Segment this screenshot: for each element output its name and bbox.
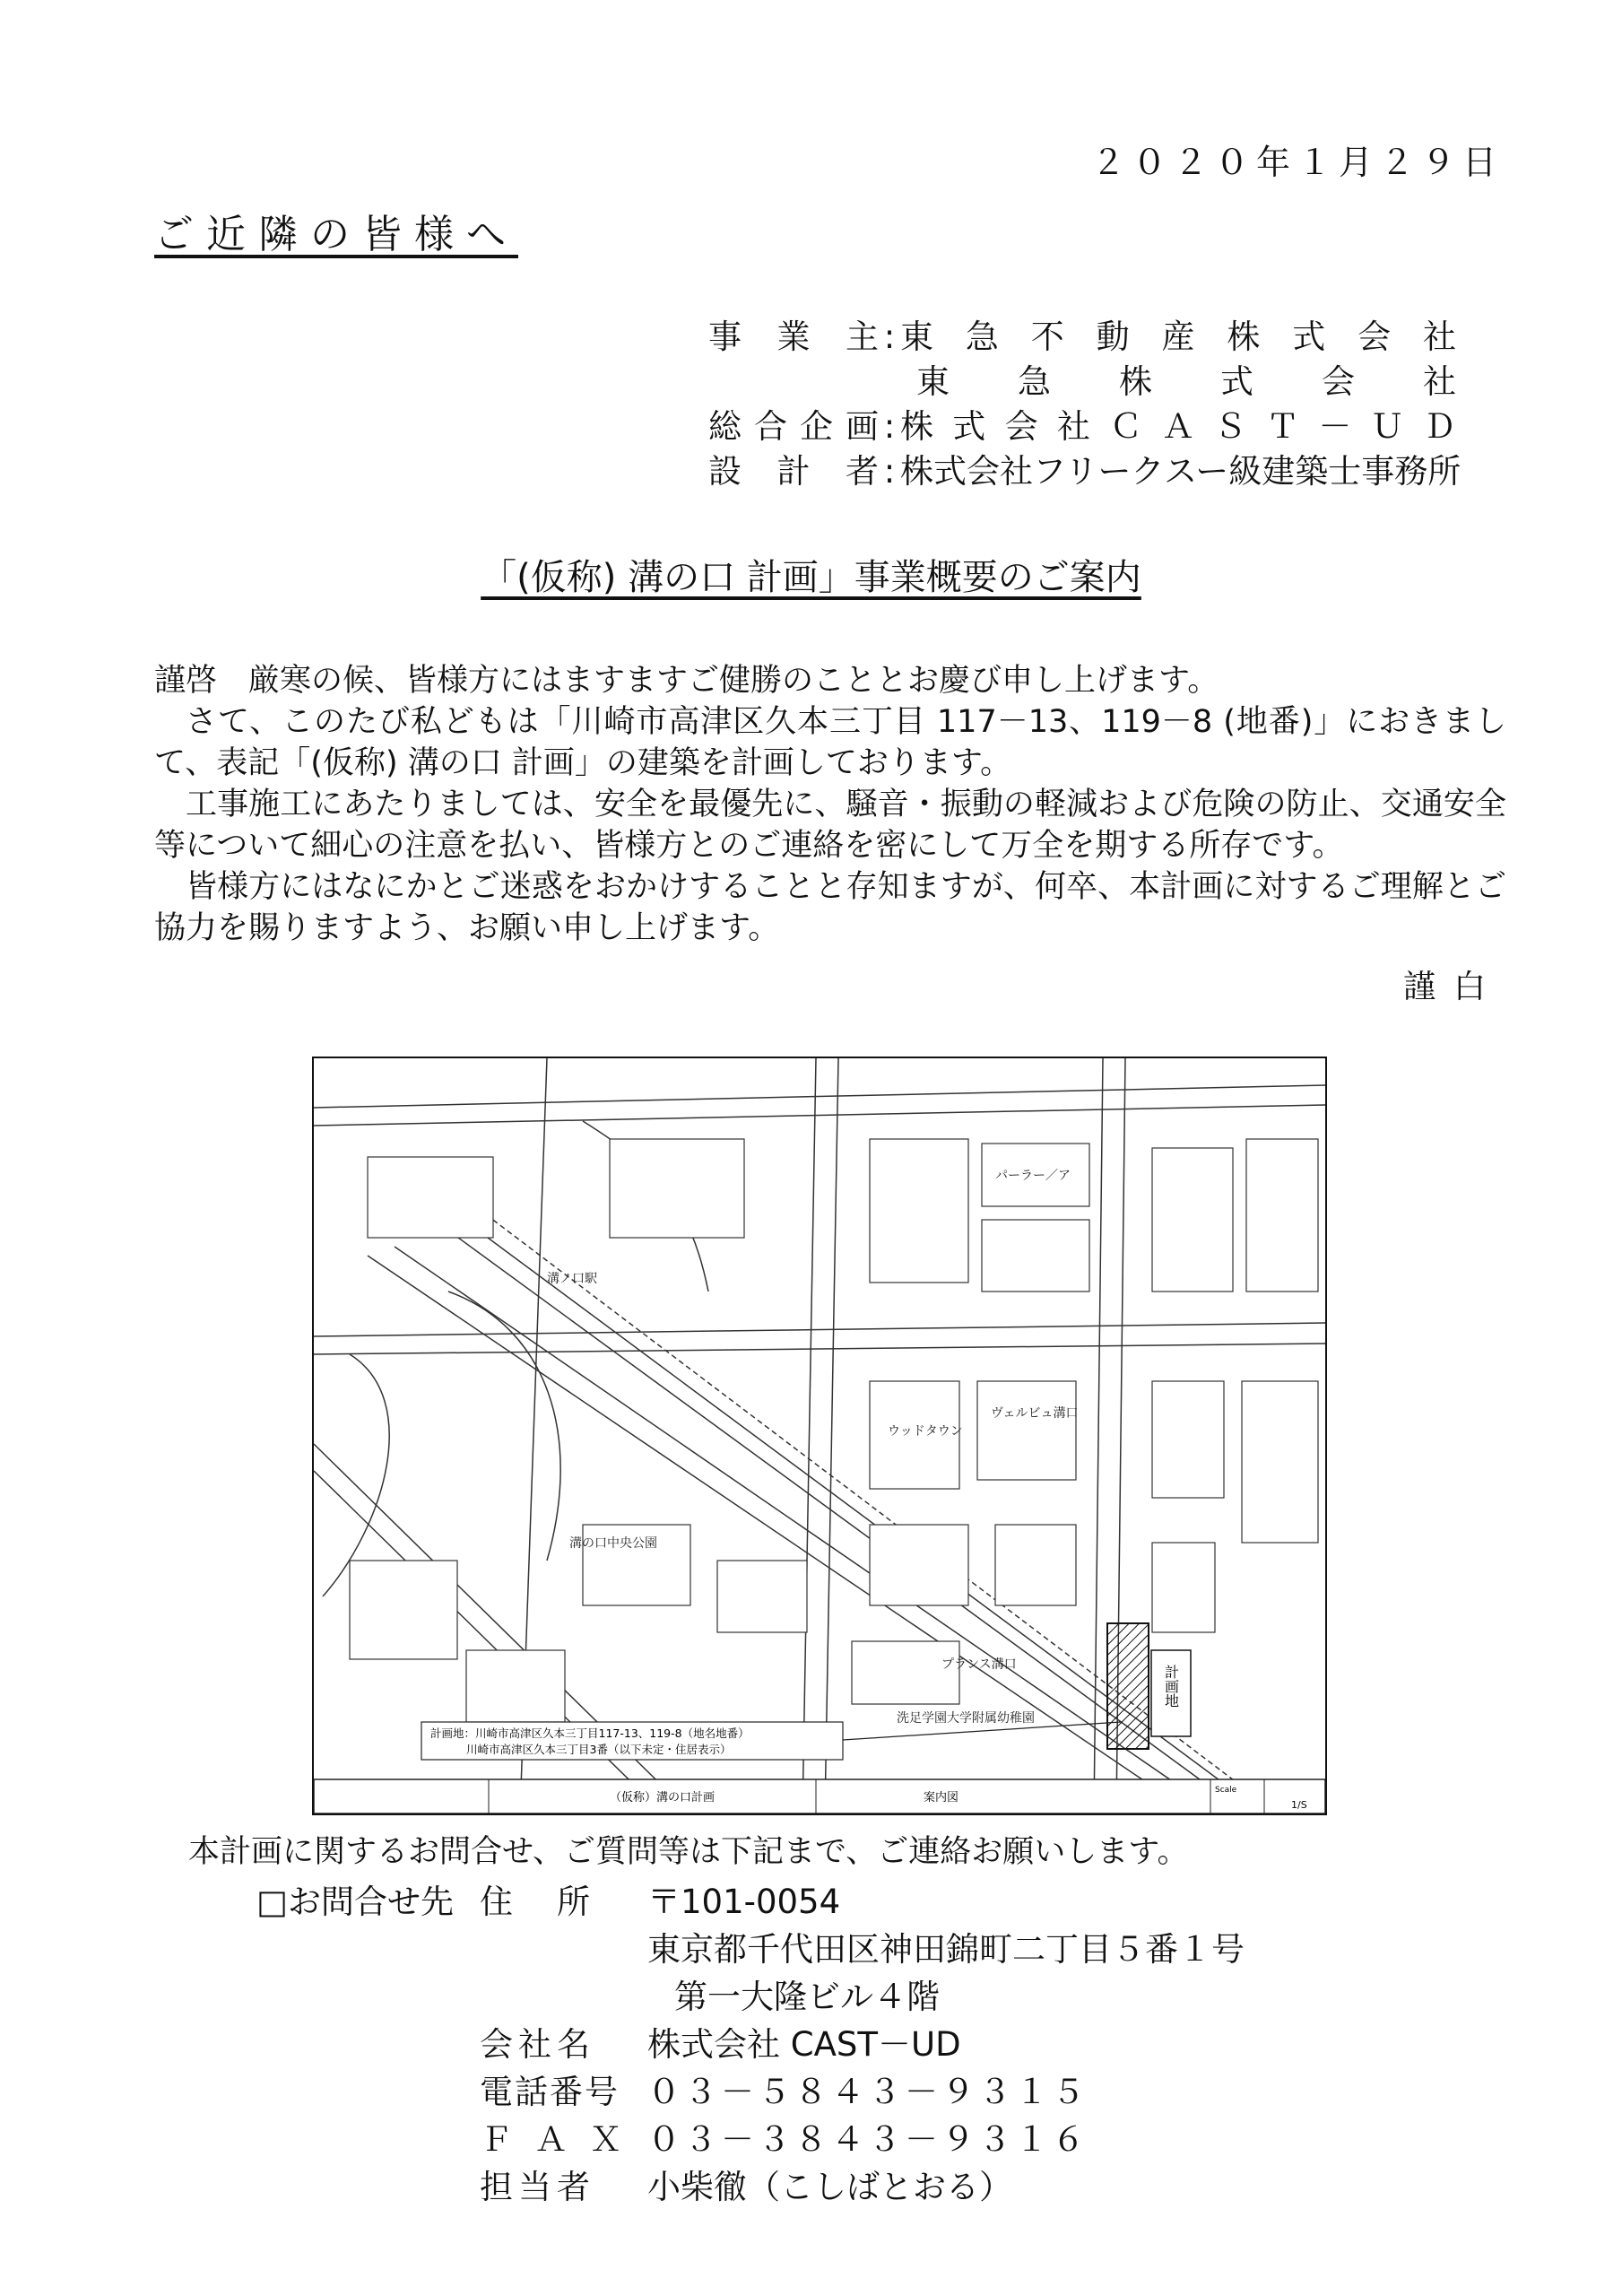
- site-map-drawing: [314, 1058, 1325, 1813]
- paragraph-greeting: 謹啓 厳寒の候、皆様方にはますますご健勝のこととお慶び申し上げます。: [154, 663, 1219, 699]
- address-line1: 東京都千代田区神田錦町二丁目５番１号: [647, 1930, 1245, 1969]
- letter-body: [154, 660, 1506, 949]
- sender-row: 総合企画 : 株式会社ＣＡＳＴ－ＵＤ: [708, 399, 1456, 448]
- map-label: 溝の口中央公園: [569, 1536, 657, 1551]
- sender-row: [708, 354, 1456, 403]
- sender-value: 株式会社ＣＡＳＴ－ＵＤ: [900, 407, 1456, 446]
- project-site-marker: [1107, 1623, 1149, 1749]
- sender-value: 東急不動産株式会社: [900, 317, 1456, 356]
- map-label: 洗足学園大学附属幼稚園: [897, 1711, 1035, 1726]
- person-label: 担当者: [480, 2168, 595, 2206]
- address-label: 住 所: [480, 1883, 595, 1921]
- addressee: ご近隣の皆様へ: [154, 212, 518, 257]
- map-label-station: 溝ノ口駅: [547, 1272, 597, 1286]
- address-line2: 第一大隆ビル４階: [674, 1978, 940, 2016]
- site-annotation-line1: 計画地：川崎市高津区久本三丁目117-13、119-8（地名地番）: [430, 1726, 750, 1740]
- closing-phrase: 謹白: [1402, 969, 1504, 1005]
- map-label: ウッドタウン: [888, 1424, 963, 1439]
- sender-row: 設計者 : 株式会社フリークスー級建築士事務所: [708, 444, 1456, 492]
- phone-label: 電話番号: [480, 2073, 620, 2111]
- site-map: [312, 1057, 1327, 1815]
- title-block-drawing: 案内図: [924, 1791, 959, 1805]
- inquiry-note: 本計画に関するお問合せ、ご質問等は下記まで、ご連絡お願いします。: [188, 1834, 1189, 1870]
- sender-label: 総合企画: [708, 407, 879, 446]
- postal-code: 〒101-0054: [647, 1883, 841, 1921]
- map-label: パーラー／ア: [995, 1169, 1071, 1183]
- sender-value: 株式会社フリークスー級建築士事務所: [900, 452, 1462, 491]
- document-date: ２０２０年１月２９日: [1090, 143, 1504, 182]
- fax-label: ＦＡＸ: [480, 2120, 644, 2159]
- paragraph-safety: 工事施工にあたりましては、安全を最優先に、騒音・振動の軽減および危険の防止、交通安全等について細心の注意を払い、皆様方とのご連絡を密にして万全を期する所存です。: [154, 787, 1506, 864]
- fax-number: ０３－３８４３－９３１６: [647, 2120, 1089, 2159]
- sender-value: 東急株式会社: [916, 362, 1456, 401]
- site-marker-label: 計画地: [1162, 1665, 1180, 1708]
- sender-label: 事業主: [708, 317, 879, 356]
- company-name: 株式会社 CAST－UD: [647, 2025, 961, 2064]
- document-title: 「(仮称) 溝の口 計画」事業概要のご案内: [481, 557, 1141, 598]
- sender-label: 設計者: [708, 452, 879, 491]
- paragraph-request: 皆様方にはなにかとご迷惑をおかけすることと存知ますが、何卒、本計画に対するご理解とご協力を賜りますよう、お願い申し上げます。: [154, 869, 1506, 946]
- company-label: 会社名: [480, 2025, 595, 2064]
- sender-row: 事業主 : 東急不動産株式会社: [708, 309, 1456, 358]
- title-block-scale-value: 1/S: [1291, 1799, 1307, 1811]
- contact-heading: □お問合せ先: [256, 1883, 454, 1921]
- title-block-scale-label: Scale: [1215, 1786, 1237, 1795]
- map-label: ヴェルビュ溝口: [991, 1406, 1079, 1421]
- phone-number: ０３－５８４３－９３１５: [647, 2073, 1089, 2111]
- site-annotation-line2: 川崎市高津区久本三丁目3番（以下未定・住居表示）: [466, 1743, 732, 1756]
- title-block-project: （仮称）溝の口計画: [610, 1791, 716, 1805]
- paragraph-plan: さて、このたび私どもは「川崎市高津区久本三丁目 117－13、119－8 (地番)」におきまして、表記「(仮称) 溝の口 計画」の建築を計画しております。: [154, 704, 1506, 781]
- contact-person: 小柴徹（こしばとおる）: [647, 2168, 1012, 2206]
- map-label: プランス溝口: [941, 1657, 1017, 1672]
